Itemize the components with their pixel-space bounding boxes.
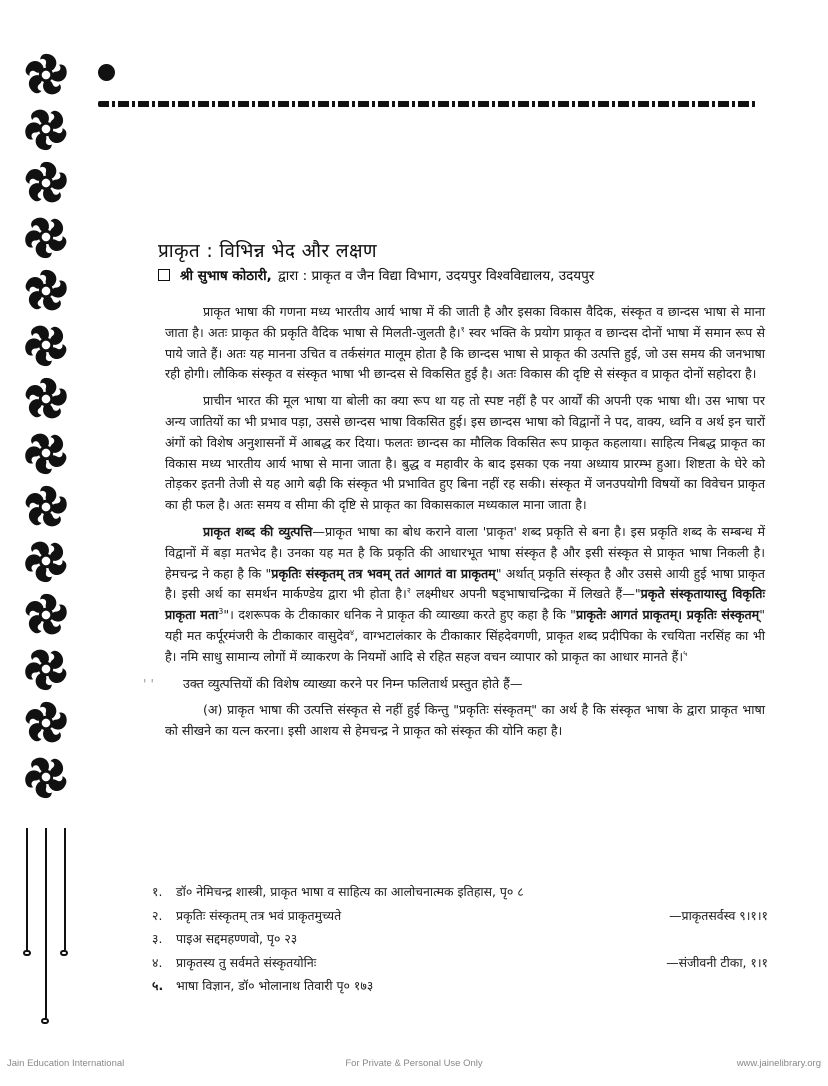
decorative-dash-dot-rule (98, 101, 756, 107)
footnotes (152, 880, 772, 998)
paisley-rosette-icon (22, 264, 70, 318)
footer-publisher: Jain Education International (7, 1058, 125, 1069)
article-title: प्राकृत : विभिन्न भेद और लक्षण (158, 240, 377, 262)
pendant-line-center (45, 828, 47, 1018)
paragraph-2: प्राचीन भारत की मूल भाषा या बोली का क्या रूप था यह तो स्पष्ट नहीं है पर आर्यों की अपनी एक भाषा थी। उस भाषा पर अन्य जातियों का भी प्रभाव पड़ा, उससे छान्दस भाषा विकसित हुई। इस छान्दस भाषा को विद्वानों ने पद, वाक्य, ध्वनि व अर्थ इन चारों अंगों को विशेष अनुशासनों में आबद्ध कर दिया। फलतः छान्दस का मौलिक विकसित रूप प्राकृत कहलाया। साहित्य निबद्ध प्राकृत का विकास मध्य भारतीय आर्य भाषा से माना जाता है। बुद्ध व महावीर के बाद इसका एक नया अध्याय प्रारम्भ हुआ। शिष्टता के घेरे को तोड़कर इतनी तेजी से यह आगे बढ़ी कि संस्कृत भी प्रभावित हुए बिना नहीं रह सकी। संस्कृत में जनउपयोगी विषयों का विवेचन प्राकृत का ही फल है। अतः समय व सीमा की दृष्टि से प्राकृत का विकासकाल मध्यकाल माना जाता है। (165, 393, 765, 513)
paisley-rosette-icon (22, 750, 70, 804)
paisley-rosette-icon (22, 48, 70, 102)
quote: प्राकृतेः आगतं प्राकृतम्। प्रकृतिः संस्कृतम् (575, 607, 760, 623)
pendant-ring-icon (41, 1018, 49, 1024)
paisley-rosette-icon (22, 480, 70, 534)
footnote-ref[interactable]: १ (460, 324, 465, 334)
footer-usage-note: For Private & Personal Use Only (345, 1058, 483, 1069)
pendant-ring-icon (23, 950, 31, 956)
left-border-ornament (22, 48, 74, 804)
footer-website-link[interactable]: www.jainelibrary.org (736, 1058, 821, 1069)
stray-mark: ' ' (143, 675, 154, 691)
paragraph-1: प्राकृत भाषा की गणना मध्य भारतीय आर्य भाषा में की जाती है और इसका विकास वैदिक, संस्कृत व छान्दस भाषा से माना जाता है। अतः प्राकृत की प्रकृति वैदिक भाषा से मिलती-जुलती है।$^१$ स्वर भक्ति के प्रयोग प्राकृत व छान्दस दोनों भाषा में समान रूप से पाये जाते हैं। अतः यह मानना उचित व तर्कसंगत मालूम होता है कि छान्दस भाषा से प्राकृत की उत्पत्ति हुई, जो उस समय की जनभाषा रही होगी। लौकिक संस्कृत व संस्कृत भाषा भी छान्दस से विकसित हुई है। अतः विकास की दृष्टि से संस्कृत व प्राकृत दोनों सहोदरा है। (165, 304, 766, 382)
paragraph-etymology: प्राकृत शब्द की व्युत्पत्ति—प्राकृत भाषा का बोध कराने वाला 'प्राकृत' शब्द प्रकृति से बना है। इस प्रकृति शब्द के सम्बन्ध में विद्वानों में बड़ा मतभेद है। उनका यह मत है कि प्रकृति की आधारभूत भाषा संस्कृत है और इसी संस्कृत से प्राकृत भाषा निकली है। हेमचन्द्र ने कहा है कि "प्रकृतिः संस्कृतम् तत्र भवम् ततं आगतं वा प्राकृतम्" अर्थात् प्रकृति संस्कृत है और उससे आयी हुई भाषा प्राकृत है। इसी अर्थ का समर्थन मार्कण्डेय द्वारा भी होता है।$^२$ लक्ष्मीधर अपनी षड्भाषाचन्द्रिका में लिखते हैं—"प्रकृते संस्कृतायास्तु विकृतिः प्राकृता मता$^3$"। दशरूपक के टीकाकार धनिक ने प्राकृत की व्याख्या करते हुए कहा है कि "प्राकृतेः आगतं प्राकृतम्। प्रकृतिः संस्कृतम्" यही मत कर्पूरमंजरी के टीकाकार वासुदेव$^४$, वाग्भटालंकार के टीकाकार सिंहदेवगणी, प्राकृत शब्द प्रदीपिका के रचयिता नरसिंह का भी है। नमि साधु सामान्य लोगों में व्याकरण के नियमों आदि से रहित सहज वचन व्यापार को प्राकृत का आधार मानते हैं।$^५$ (165, 523, 765, 664)
section-heading: प्राकृत शब्द की व्युत्पत्ति (203, 523, 313, 539)
paisley-rosette-icon (22, 426, 70, 480)
footnote-item: ४. प्राकृतस्य तु सर्वमते संस्कृतयोनिः —संजीवनी टीका, १।१ (152, 954, 768, 970)
footnote-item: २. प्रकृतिः संस्कृतम् तत्र भवं प्राकृतमुच्यते —प्राकृतसर्वस्व ९।१।१ (152, 907, 768, 923)
footnote-item: ५. भाषा विज्ञान, डॉ० भोलानाथ तिवारी पृ० १७३ (152, 978, 374, 994)
article-body (143, 302, 766, 748)
footnote-ref[interactable]: ४ (350, 627, 355, 637)
paisley-rosette-icon (22, 102, 70, 156)
paisley-rosette-icon (22, 156, 70, 210)
pendant-line-left (26, 828, 28, 950)
author-byline (158, 266, 594, 284)
paisley-rosette-icon (22, 588, 70, 642)
paisley-rosette-icon (22, 372, 70, 426)
pendant-line-right (64, 828, 66, 950)
pendant-ring-icon (60, 950, 68, 956)
checkbox-square-icon (158, 269, 170, 281)
paisley-rosette-icon (22, 318, 70, 372)
border-pendants (22, 800, 74, 1030)
author-name: श्री सुभाष कोठारी, (180, 268, 272, 284)
footnote-ref[interactable]: 3 (218, 606, 224, 616)
paragraph-point-a: (अ) प्राकृत भाषा की उत्पत्ति संस्कृत से नहीं हुई किन्तु "प्रकृतिः संस्कृतम्" का अर्थ है कि संस्कृत भाषा के द्वारा प्राकृत भाषा को सीखने का यत्न करना। इसी आशय से हेमचन्द्र ने प्राकृत को संस्कृत की योनि कहा है। (165, 702, 765, 739)
footnote-item: १. डॉ० नेमिचन्द्र शास्त्री, प्राकृत भाषा व साहित्य का आलोचनात्मक इतिहास, पृ० ८ (152, 884, 524, 900)
bullet-dot-icon (98, 64, 115, 81)
footnote-ref[interactable]: ५ (683, 648, 688, 658)
quote: प्रकृते संस्कृतायास्तु विकृतिः प्राकृता मता (165, 586, 765, 623)
paisley-rosette-icon (22, 534, 70, 588)
paisley-rosette-icon (22, 696, 70, 750)
footnote-ref[interactable]: २ (406, 586, 411, 596)
author-affiliation: द्वारा : प्राकृत व जैन विद्या विभाग, उदयपुर विश्वविद्यालय, उदयपुर (278, 268, 595, 284)
paisley-rosette-icon (22, 642, 70, 696)
footnote-item: ३. पाइअ सद्दमहण्णवो, पृ० २३ (152, 931, 298, 947)
quote: प्रकृतिः संस्कृतम् तत्र भवम् ततं आगतं वा प्राकृतम् (271, 565, 496, 581)
paragraph-list-intro: ' ' उक्त व्युत्पत्तियों की विशेष व्याख्या करने पर निम्न फलितार्थ प्रस्तुत होते हैं— (165, 674, 765, 695)
paisley-rosette-icon (22, 210, 70, 264)
